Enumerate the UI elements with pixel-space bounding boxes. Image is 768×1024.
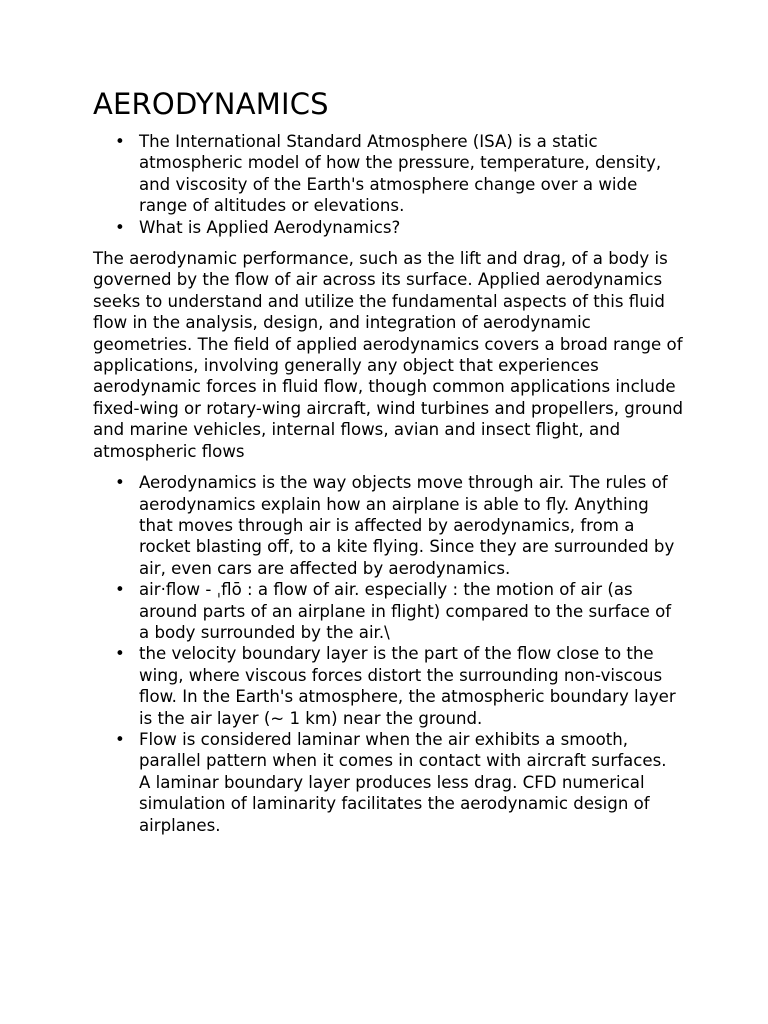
body-paragraph: The aerodynamic performance, such as the lift and drag, of a body is governed by the flow of air across its surface. Applied aerodynamics seeks to understand and utilize the fundamental aspects of this fluid flow in the analysis, design, and integration of aerodynamic geometries. The field of applied aerodynamics covers a broad range of applications, involving generally any object that experiences aerodynamic forces in fluid flow, though common applications include fixed-wing or rotary-wing aircraft, wind turbines and propellers, ground and marine vehicles, internal flows, avian and insect flight, and atmospheric flows xyxy=(93,249,684,461)
bullet-icon: • xyxy=(115,132,125,151)
list-item xyxy=(93,729,683,836)
list-item xyxy=(93,579,683,643)
list-item-text: Aerodynamics is the way objects move through air. The rules of aerodynamics explain how an airplane is able to fly. Anything that moves through air is affected by aerodynamics, from a rocket blasting off, to a kite flying. Since they are surrounded by air, even cars are affected by aerodynamics. xyxy=(139,473,675,578)
document-page xyxy=(93,86,683,836)
detail-bullet-list xyxy=(93,472,683,836)
bullet-icon: • xyxy=(115,729,125,749)
list-item-text: Flow is considered laminar when the air exhibits a smooth, parallel pattern when it comes in contact with aircraft surfaces. A laminar boundary layer produces less drag. CFD numerical simulation of laminarity facilitates the aerodynamic design of airplanes. xyxy=(139,729,667,835)
list-item-text: What is Applied Aerodynamics? xyxy=(139,217,401,237)
list-item-text: air·flow - ˌflō : a flow of air. especially : the motion of air (as around parts of an airplane in flight) compared to the surface of a body surrounded by the air.\ xyxy=(139,580,672,642)
list-item-text: the velocity boundary layer is the part of the flow close to the wing, where viscous forces distort the surrounding non-viscous flow. In the Earth's atmosphere, the atmospheric boundary layer is the air layer (~ 1 km) near the ground. xyxy=(139,644,676,728)
bullet-icon: • xyxy=(115,580,125,600)
bullet-icon: • xyxy=(115,217,125,237)
intro-bullet-list xyxy=(93,131,683,238)
bullet-icon: • xyxy=(115,644,125,664)
bullet-icon: • xyxy=(115,473,125,493)
list-item xyxy=(93,472,683,579)
list-item xyxy=(93,643,683,729)
list-item xyxy=(93,131,683,217)
list-item xyxy=(93,217,683,238)
document-title: AERODYNAMICS xyxy=(93,87,329,121)
list-item-text: The International Standard Atmosphere (ISA) is a static atmospheric model of how the pressure, temperature, density, and viscosity of the Earth's atmosphere change over a wide range of altitudes or elevations. xyxy=(139,132,662,216)
